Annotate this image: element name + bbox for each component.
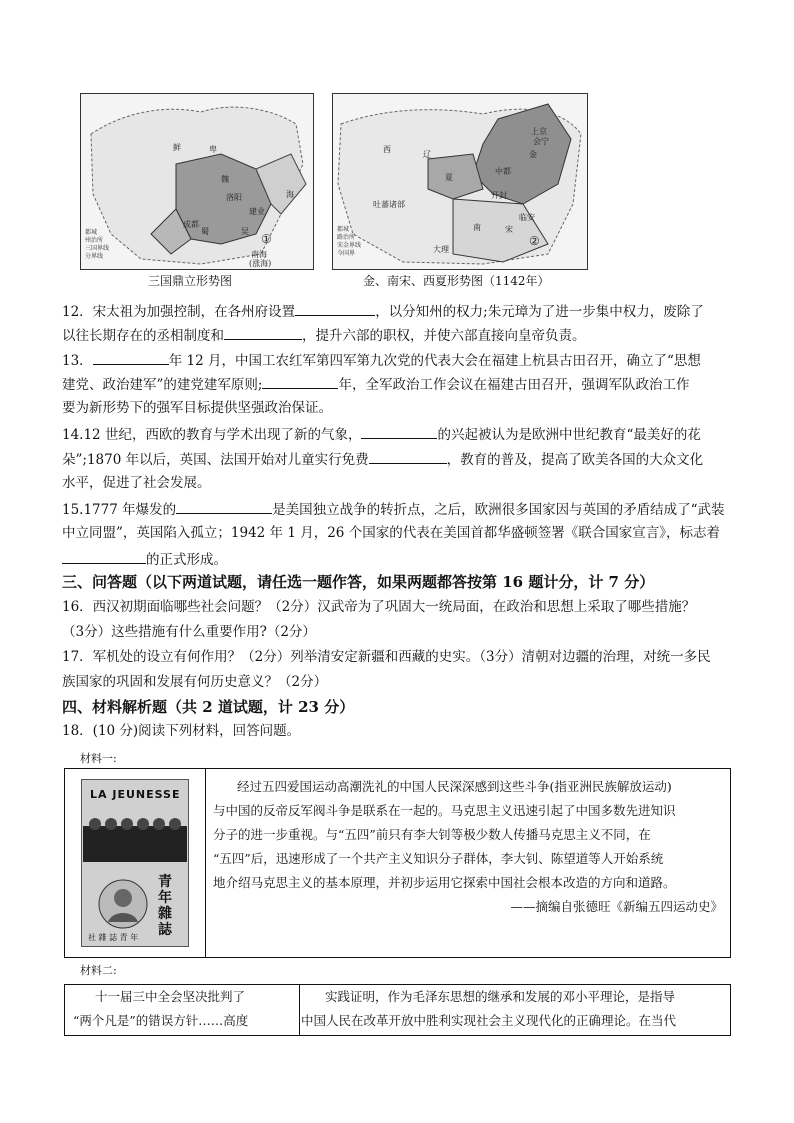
legend-item: 都城 [337,226,350,233]
question-12-line-1 [62,302,704,320]
question-text: 朵”;1870 年以后，英国、法国开始对儿童实行免费 [62,452,369,468]
question-text: 的兴起被认为是欧洲中世纪教育“最美好的花 [437,427,701,443]
question-text: 12．宋太祖为加强控制，在各州府设置 [62,304,296,320]
answer-blank[interactable] [295,302,375,316]
question-13-line-1 [62,351,701,369]
material-2-right-line: 实践证明，作为毛泽东思想的继承和发展的邓小平理论，是指导 [325,989,676,1004]
question-13-line-3 [62,400,332,416]
map2-label: 吐蕃诸部 [373,200,405,209]
legend-item: 今国界 [337,250,356,257]
magazine-title: LA JEUNESSE [90,788,181,801]
question-text: ，教育的普及，提高了欧美各国的大众文化 [446,452,704,468]
magazine-chinese-title: 青年雜誌 [158,874,172,938]
map2-label: 大理 [433,245,449,254]
material-1-image-cell [65,769,206,957]
material-2-right [301,985,721,1033]
material-1-line: “五四”后，迅速形成了一个共产主义知识分子群体，李大钊、陈望道等人开始系统 [213,851,664,866]
legend-item: 路治所 [337,234,356,241]
question-text: ，以分知州的权力;朱元璋为了进一步集中权力，废除了 [375,304,704,320]
map-jin-song-xixia [332,93,588,270]
question-18-intro: 18．(10 分)阅读下列材料，回答问题。 [62,723,301,739]
map1-caption: 三国鼎立形势图 [148,274,233,288]
question-17-line-2: 族国家的巩固和发展有何历史意义？（2分） [62,674,328,690]
map1-label: 成都 [183,220,199,229]
map2-label: 金 [529,150,537,159]
magazine-bottom-text: 社 雜 誌 青 年 [88,933,139,942]
question-text: 的正式形成。 [146,552,227,568]
question-text: 15.1777 年爆发的 [62,502,177,518]
material-1-line: 分子的进一步重视。与“五四”前只有李大钊等极少数人传播马克思主义不同，在 [213,827,651,842]
map1-label: 蜀 [201,227,209,236]
magazine-cover-image [81,779,189,947]
answer-blank[interactable] [176,500,272,514]
map1-label: 卑 [209,145,217,154]
legend-item: 三国界线 [85,245,110,252]
map1-legend [85,229,109,261]
legend-item: 分界线 [85,253,104,260]
map1-label: 鲜 [173,143,181,152]
question-14-line-3 [62,475,211,491]
question-text: 年，全军政治工作会议在福建古田召开，强调军队政治工作 [338,377,690,393]
question-16-line-2: （3分）这些措施有什么重要作用?（2分） [62,624,316,640]
question-12-line-2 [62,326,586,344]
map2-number: ② [529,234,540,248]
material-1-text [213,775,723,919]
question-14-line-1 [62,425,701,443]
map2-label: 上京 [531,127,547,136]
map1-label: 洛阳 [226,193,242,202]
question-text: 以往长期存在的丞相制度和 [62,328,224,344]
answer-blank[interactable] [62,550,146,564]
magazine-illustration [83,806,187,866]
question-text: 年 12 月，中国工农红军第四军第九次党的代表大会在福建上杭县古田召开，确立了“思想 [168,353,701,369]
material-2-right-line: 中国人民在改革开放中胜利实现社会主义现代化的正确理论。在当代 [301,1013,677,1028]
answer-blank[interactable] [224,326,302,340]
map2-label: 临安 [519,213,535,222]
map2-label: 辽 [423,150,431,159]
question-13-line-2 [62,375,689,393]
answer-blank[interactable] [361,425,437,439]
map-jin-song-xixia-shape [333,94,587,269]
question-text: 要为新形势下的强军目标提供坚强政治保证。 [62,400,332,416]
material-2-left-line: 十一届三中全会坚决批判了 [95,989,246,1004]
answer-blank[interactable] [93,351,169,365]
map2-label: 中都 [495,167,511,176]
map2-label: 会宁 [533,137,549,146]
section-4-heading: 四、材料解析题（共 2 道试题，计 23 分） [62,698,355,716]
map-three-kingdoms-shape [81,94,313,269]
material-1-line: 经过五四爱国运动高潮洗礼的中国人民深深感到这些斗争(指亚洲民族解放运动) [237,779,672,794]
map2-label: 南 [473,223,481,232]
question-text: 建党、政治建军”的建党建军原则; [62,377,263,393]
material-2-label: 材料二: [80,964,117,977]
legend-item: 州治所 [85,237,104,244]
question-text: 水平，促进了社会发展。 [62,475,211,491]
question-text: 是美国独立战争的转折点，之后，欧洲很多国家因与英国的矛盾结成了“武装 [272,502,725,518]
material-2-left-line: “两个凡是”的错误方针……高度 [73,1013,249,1028]
map1-label: 海 [286,190,294,199]
map1-number: ① [261,232,272,246]
material-1-label: 材料一: [80,752,117,765]
question-16-line-1: 16．西汉初期面临哪些社会问题？（2分）汉武帝为了巩固大一统局面，在政治和思想上采取了哪些措施？ [62,599,696,615]
answer-blank[interactable] [369,450,447,464]
material-2-box [64,984,731,1036]
question-text: 13． [62,353,93,369]
material-1-line: 与中国的反帝反军阀斗争是联系在一起的。马克思主义迅速引起了中国多数先进知识 [213,803,676,818]
legend-item: 宋金界线 [337,242,362,249]
map2-legend [337,226,361,258]
answer-blank[interactable] [262,375,338,389]
question-text: ，提升六部的职权，并使六部直接向皇帝负责。 [302,328,586,344]
material-1-source: ——摘编自张德旺《新编五四运动史》 [510,899,723,914]
question-15-line-3 [62,550,227,568]
material-1-box [64,768,731,958]
map1-label: (涨海) [249,259,272,268]
section-3-heading: 三、问答题（以下两道试题，请任选一题作答，如果两题都答按第 16 题计分，计 7 分） [62,573,655,591]
question-15-line-2 [62,525,720,541]
magazine-portrait [98,876,148,932]
material-1-line: 地介绍马克思主义的基本原理，并初步运用它探索中国社会根本改造的方向和道路。 [213,875,676,890]
map1-label: 吴 [241,227,249,236]
map1-label: 魏 [221,175,229,184]
question-17-line-1: 17．军机处的设立有何作用？（2分）列举清安定新疆和西藏的史实。（3分）清朝对边疆的治理，对统一多民 [62,649,711,665]
map2-caption: 金、南宋、西夏形势图（1142年） [363,274,550,288]
map2-label: 西 [383,145,391,154]
legend-item: 都城 [85,229,98,236]
map-three-kingdoms [80,93,314,270]
question-text: 14.12 世纪，西欧的教育与学术出现了新的气象， [62,427,362,443]
map2-label: 开封 [491,191,507,200]
question-14-line-2 [62,450,703,468]
question-text: 中立同盟”，英国陷入孤立；1942 年 1 月，26 个国家的代表在美国首都华盛顿签署《联合国家宣言》，标志着 [62,525,720,541]
map1-label: 南海 [251,250,267,259]
map1-label: 建业 [249,207,265,216]
question-15-line-1 [62,500,725,518]
map2-label: 宋 [505,225,513,234]
material-2-left [65,985,300,1035]
map2-label: 夏 [445,173,453,182]
